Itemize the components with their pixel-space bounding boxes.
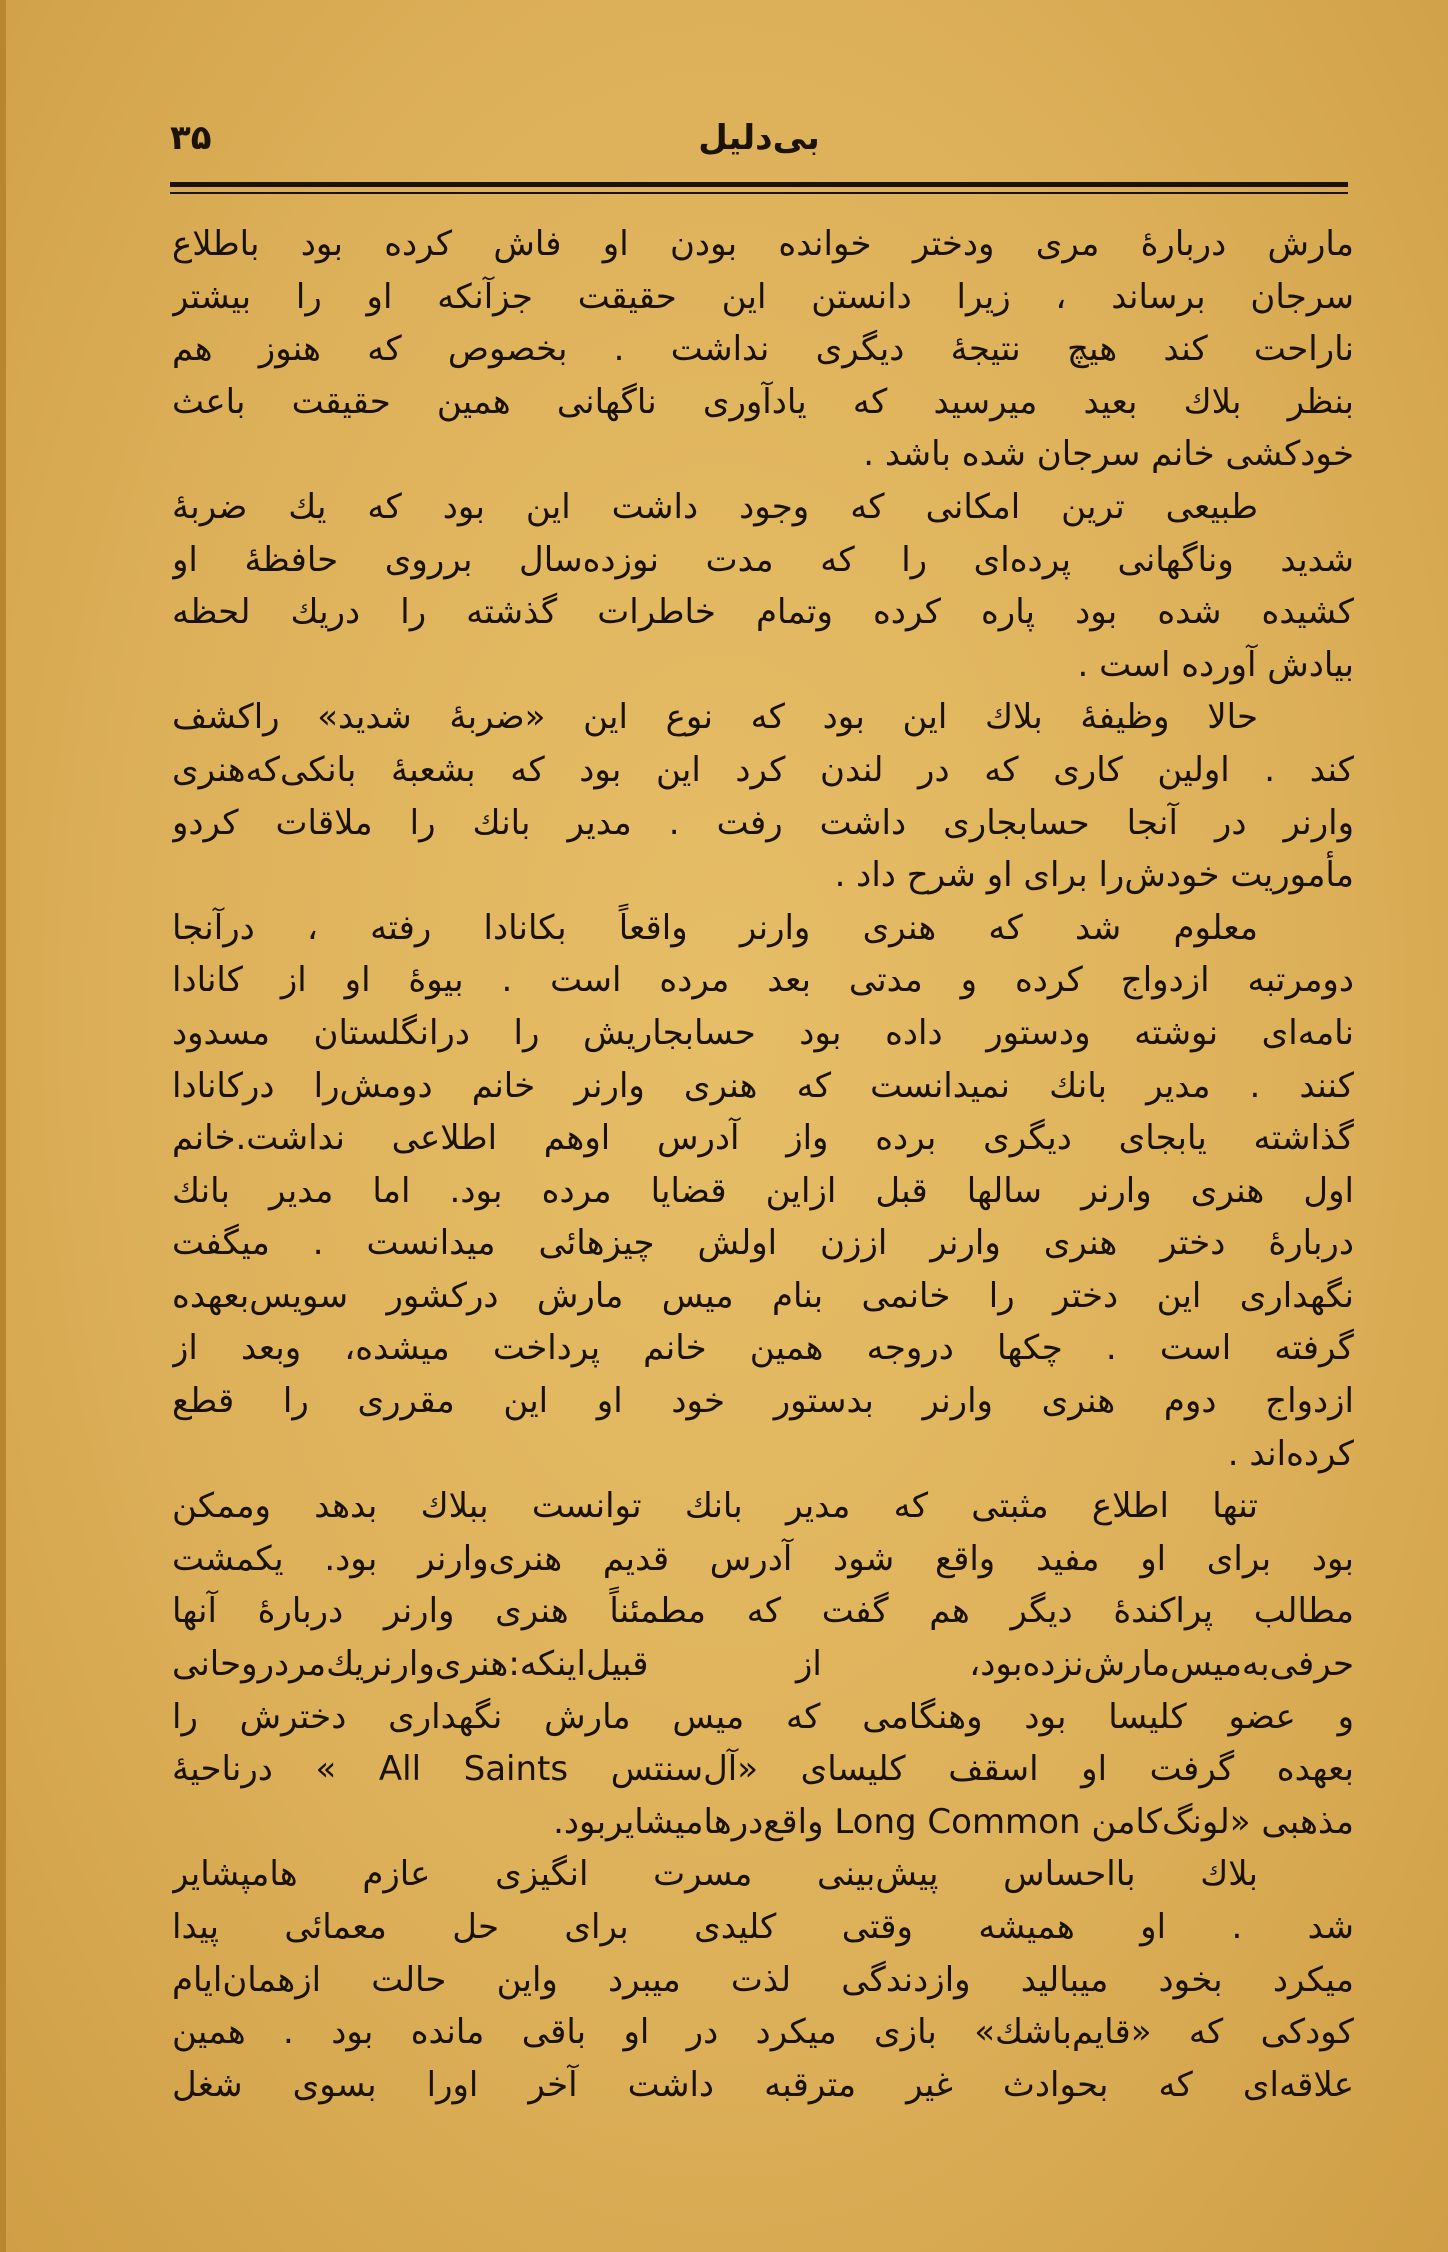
- text-line: نگهداری این دختر را خانمی بنام میس مارش درکشور سویس‌بعهده: [172, 1275, 1354, 1316]
- paragraph-4: [172, 902, 1354, 1481]
- text-line: گرفته است . چکها دروجه همین خانم پرداخت میشده، وبعد از: [172, 1328, 1354, 1369]
- text-line: ازدواج دوم هنری وارنر بدستور خود او این مقرری را قطع: [172, 1381, 1354, 1422]
- text-line: بیادش آورده است .: [1077, 644, 1354, 685]
- text-line: بنظر بلاك بعید میرسید که یادآوری ناگهانی همین حقیقت باعث: [172, 381, 1354, 422]
- text-line: سرجان برساند ، زیرا دانستن این حقیقت جزآنکه او را بیشتر: [172, 276, 1354, 317]
- text-line: کند . اولین کاری که در لندن کرد این بود که بشعبهٔ بانکی‌که‌هنری: [172, 749, 1354, 790]
- text-line: علاقه‌ای که بحوادث غیر مترقبه داشت آخر اورا بسوی شغل: [172, 2064, 1354, 2105]
- running-header: [170, 118, 1348, 178]
- text-line: دربارهٔ دختر هنری وارنر اززن اولش چیزهائی میدانست . میگفت: [172, 1223, 1354, 1264]
- text-line: تنها اطلاع مثبتی که مدیر بانك توانست ببلاك بدهد وممکن: [172, 1486, 1258, 1527]
- header-rule-thin: [170, 192, 1348, 194]
- text-line: نامه‌ای نوشته ودستور داده بود حسابجاریش را درانگلستان مسدود: [172, 1012, 1354, 1053]
- running-title: بی‌دلیل: [698, 118, 820, 158]
- text-line: مأموریت خودش‌را برای او شرح داد .: [834, 855, 1354, 896]
- text-line: طبیعی ترین امکانی که وجود داشت این بود که یك ضربهٔ: [172, 486, 1258, 527]
- text-line: خودکشی خانم سرجان شده باشد .: [863, 434, 1354, 475]
- text-line: بلاك بااحساس پیش‌بینی مسرت انگیزی عازم هامپشایر: [172, 1854, 1258, 1895]
- text-line: شد . او همیشه وقتی کلیدی برای حل معمائی پیدا: [172, 1907, 1354, 1947]
- text-line: کرده‌اند .: [1227, 1433, 1354, 1474]
- text-line: ناراحت کند هیچ نتیجهٔ دیگری نداشت . بخصوص که هنوز هم: [172, 329, 1354, 370]
- page-number: ۳۵: [170, 118, 212, 158]
- text-line: مطالب پراکندهٔ دیگر هم گفت که مطمئناً هنری وارنر دربارهٔ آنها: [172, 1591, 1354, 1632]
- text-line: مذهبی «لونگ‌کامن Long Common واقع‌درهامیشایربود.: [553, 1801, 1354, 1842]
- text-line: وارنر در آنجا حسابجاری داشت رفت . مدیر بانك را ملاقات کردو: [172, 802, 1354, 843]
- text-line: دومرتبه ازدواج کرده و مدتی بعد مرده است . بیوهٔ او از کانادا: [172, 960, 1354, 1001]
- text-line: حالا وظیفهٔ بلاك این بود که نوع این «ضربهٔ شدید» راکشف: [172, 697, 1258, 738]
- text-line: و عضو کلیسا بود وهنگامی که میس مارش نگهداری دخترش را: [172, 1696, 1354, 1737]
- text-line: بعهده گرفت او اسقف کلیسای «آل‌سنتس All Saints » درناحیهٔ: [172, 1749, 1354, 1790]
- text-line: مارش دربارهٔ مری ودختر خوانده بودن او فاش کرده بود باطلاع: [172, 224, 1354, 264]
- paragraph-5: [172, 1480, 1354, 1848]
- text-line: معلوم شد که هنری وارنر واقعاً بکانادا رفته ، درآنجا: [172, 907, 1258, 948]
- text-line: کودکی که «قایم‌باشك» بازی میکرد در او باقی مانده بود . همین: [172, 2012, 1354, 2053]
- paragraph-3: [172, 691, 1354, 901]
- paragraph-6: [172, 1848, 1354, 2111]
- text-line: حرفی‌به‌میس‌مارش‌نزده‌بود، از قبیل‌اینکه:هنری‌وارنریك‌مردروحانی: [172, 1644, 1354, 1685]
- header-rule-thick: [170, 182, 1348, 187]
- text-line: اول هنری وارنر سالها قبل ازاین قضایا مرده بود. اما مدیر بانك: [172, 1170, 1354, 1211]
- text-line: شدید وناگهانی پرده‌ای را که مدت نوزده‌سال برروی حافظهٔ او: [172, 539, 1354, 580]
- text-line: بود برای او مفید واقع شود آدرس قدیم هنری‌وارنر بود. یکمشت: [172, 1538, 1354, 1579]
- text-line: میکرد بخود میبالید وازدندگی لذت میبرد واین حالت ازهمان‌ایام: [172, 1959, 1354, 2000]
- body-text: [172, 218, 1354, 2111]
- text-line: گذاشته یابجای دیگری برده واز آدرس اوهم اطلاعی نداشت.خانم: [172, 1118, 1354, 1159]
- paragraph-1: [172, 218, 1354, 481]
- text-line: کشیده شده بود پاره کرده وتمام خاطرات گذشته را دریك لحظه: [172, 592, 1354, 633]
- paragraph-2: [172, 481, 1354, 691]
- text-line: کنند . مدیر بانك نمیدانست که هنری وارنر خانم دومش‌را درکانادا: [172, 1065, 1354, 1106]
- page-edge: [0, 0, 6, 2252]
